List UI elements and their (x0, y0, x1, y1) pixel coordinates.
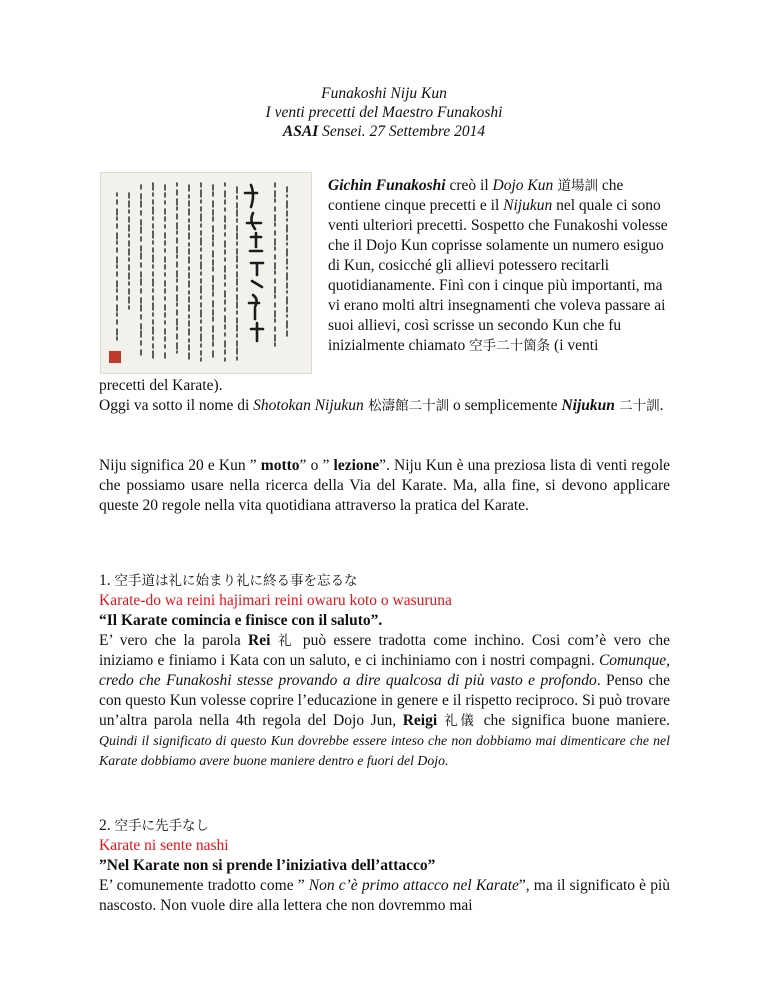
intro-continuation-line: precetti del Karate). (99, 377, 223, 394)
body-text: o semplicemente (449, 397, 562, 414)
precept-1-romaji: Karate-do wa reini hajimari reini owaru koto o wasuruna (99, 592, 452, 609)
precept-number: 1. (99, 572, 115, 589)
body-text: può essere tradotta come inchino. Cosi com’è vero che iniziamo e finiamo i Kata con un saluto, e ci inchiniamo con i nostri compagni. (99, 632, 670, 669)
reigi-term: Reigi (402, 712, 438, 729)
body-text: ”, ma il significato è più nascosto. Non vuole dire alla lettera che non dovremmo mai (99, 877, 671, 914)
reigi-kanji: 礼儀 (437, 713, 484, 729)
gichin-funakoshi-name: Gichin Funakoshi (328, 177, 446, 194)
document-subtitle: I venti precetti del Maestro Funakoshi (265, 104, 503, 121)
dojo-kun-term: Dojo Kun (492, 177, 554, 194)
precept-2-heading (99, 816, 670, 836)
document-title: Funakoshi Niju Kun (321, 85, 447, 102)
nijukun-kanji: 二十訓 (614, 398, 660, 414)
precept-1-heading (99, 571, 670, 591)
red-seal-stamp (109, 351, 121, 363)
karate-nijukajo-kanji: 空手二十箇条 (469, 338, 551, 354)
calligraphy-brush-strokes (101, 173, 311, 373)
shotokan-nijukun-term: Shotokan Nijukun (253, 397, 364, 414)
precept-2-body (99, 876, 670, 916)
intro-text: che contiene cinque precetti e il (328, 177, 624, 214)
body-text: che significa buone maniere. (483, 712, 670, 729)
body-text: Oggi va sotto il nome di (99, 397, 254, 414)
precept-1-section (99, 571, 670, 771)
precept-2-section (99, 816, 670, 916)
document-byline (0, 122, 768, 141)
nijukun-naming-line (99, 396, 670, 416)
precept-2-romaji: Karate ni sente nashi (99, 837, 229, 854)
body-text: . (659, 397, 664, 414)
precept-1-translation: “Il Karate comincia e finisce con il saluto”. (99, 612, 383, 629)
nijukun-term: Nijukun (503, 197, 553, 214)
document-header (0, 84, 768, 141)
intro-continuation (99, 376, 670, 416)
body-italic-text: Quindi il significato di questo Kun dovrebbe essere inteso che non dobbiamo mai dimenticare che nel Karate dobbiamo avere buone maniere dentro e fuori del Dojo. (99, 733, 670, 768)
shotokan-kanji: 松濤館二十訓 (363, 398, 450, 414)
body-text: E’ vero che la parola (99, 632, 249, 649)
body-text: ” o ” (299, 457, 334, 474)
body-text: Niju significa 20 e Kun ” (99, 457, 261, 474)
author-name: ASAI (282, 123, 319, 140)
body-text: ”. Niju Kun è una preziosa lista di venti regole che possiamo usare nella ricerca della Via del Karate. Ma, alla fine, si devono applicare queste 20 regole nella vita quotidiana attraverso la pratica del Karate. (99, 457, 671, 514)
dojo-kun-kanji: 道場訓 (553, 178, 599, 194)
author-date: Sensei. 27 Settembre 2014 (318, 123, 486, 140)
nijukun-term: Nijukun (561, 397, 615, 414)
lezione-term: lezione (333, 457, 380, 474)
body-text: E’ comunemente tradotto come ” (99, 877, 309, 894)
body-italic-text: Non c’è primo attacco nel Karate (308, 877, 519, 894)
niju-kun-meaning-paragraph (99, 456, 670, 516)
precept-1-kanji: 空手道は礼に始まり礼に終る事を忘るな (114, 573, 358, 589)
calligraphy-scroll-image (100, 172, 312, 374)
intro-paragraph (328, 176, 668, 356)
intro-text: creò il (445, 177, 493, 194)
precept-number: 2. (99, 817, 115, 834)
rei-kanji: 礼 (270, 633, 303, 649)
intro-text: (i venti (550, 337, 599, 354)
body-italic-text: Comunque, credo che Funakoshi stesse provando a dire qualcosa di più vasto e profondo (99, 652, 670, 689)
intro-text: nel quale ci sono venti ulteriori precetti. Sospetto che Funakoshi volesse che il Dojo Kun coprisse solamente un numero esiguo di Kun, cosicché gli allievi potessero recitarli quotidianamente. Finì con i cinque più importanti, ma vi erano molti altri insegnamenti che voleva passare ai suoi allievi, così scrisse un secondo Kun che fu inizialmente chiamato (328, 197, 668, 354)
precept-2-translation: ”Nel Karate non si prende l’iniziativa dell’attacco” (99, 857, 436, 874)
motto-term: motto (260, 457, 300, 474)
precept-2-kanji: 空手に先手なし (114, 818, 209, 834)
body-text: . Penso che con questo Kun volesse coprire l’educazione in genere e il rispetto reciproco. Si può trovare un’altra parola nella 4th regola del Dojo Jun, (99, 672, 671, 729)
precept-1-body (99, 631, 670, 771)
rei-term: Rei (248, 632, 271, 649)
